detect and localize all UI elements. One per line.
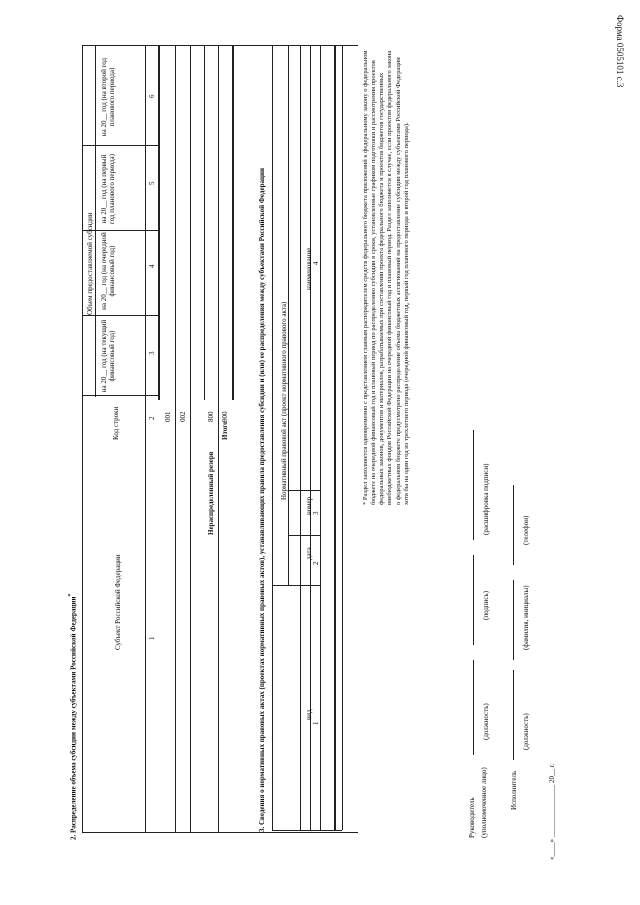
table-row-code: 001 — [164, 411, 172, 422]
position-caption: (должность) — [482, 703, 490, 740]
col-number: номер — [305, 496, 313, 515]
col-code: Код строки — [112, 406, 120, 440]
acts-group: Нормативный правовой акт (проект нормативного правового акта) — [280, 301, 288, 500]
table-row-label: Итого — [221, 421, 229, 440]
head-sub: (уполномоченное лицо) — [480, 767, 488, 838]
col-y2: на 20__ год (на очередной финансовый год) — [100, 232, 116, 310]
table-row-code: 002 — [179, 411, 187, 422]
signature-caption: (подпись) — [482, 590, 490, 620]
phone-caption: (телефон) — [522, 515, 530, 545]
footnote: * Раздел заполняется одновременно с представлением главным распорядителем средств федерального бюджета приложений к федеральному закону о федеральном бюджете на очередной финансовый год и плановый период по распределению субсидии в сроки, установленные графиком подготовки и рассмотрения проектов федеральных законов, документов и материалов, разрабатываемых при составлении проекта федерального бюджета и проектов бюджетов государственных внебюджетных фондов Российской Федерации на очередной финансовый год и плановый период. Раздел заполняется в случае, если проектом федерального закона о федеральном бюджете предусмотрено распределение объема бюджетных ассигнований на предоставление субсидии между субъектами Российской Федерации хотя бы на один год из трехлетнего периода (очередной финансовый год, первый год планового периода и второй год планового периода). — [362, 50, 410, 505]
num-2: 2 — [312, 561, 320, 565]
col-y1: на 20__ год (на текущий финансовый год) — [100, 319, 116, 393]
form-id: Форма 0505101 с.3 — [615, 15, 625, 88]
col-date: дата — [305, 547, 313, 560]
position-caption: (должность) — [522, 713, 530, 750]
num-3: 3 — [312, 511, 320, 515]
decoding-caption: (расшифровка подписи) — [482, 463, 490, 535]
num-3: 3 — [148, 351, 156, 355]
num-6: 6 — [148, 94, 156, 98]
num-4: 4 — [148, 264, 156, 268]
table-row-code: 800 — [207, 411, 215, 422]
num-1: 1 — [148, 636, 156, 640]
table-row-code: 900 — [221, 411, 229, 422]
num-5: 5 — [148, 181, 156, 185]
date-line: «____» _______________ 20__ г. — [548, 763, 556, 860]
col-subject: Субъект Российской Федерации — [114, 554, 122, 650]
num-2: 2 — [148, 416, 156, 420]
fio-caption: (фамилия, инициалы) — [522, 585, 530, 650]
head-label: Руководитель — [468, 797, 476, 838]
col-name: наименование — [305, 247, 313, 290]
num-1: 1 — [312, 721, 320, 725]
num-4: 4 — [312, 261, 320, 265]
col-volume: Объем предоставляемой субсидии — [86, 212, 94, 315]
col-y3: на 20__ год (на первый год планового периода) — [100, 154, 116, 224]
table-row-label: Нераспределенный резерв — [207, 451, 215, 535]
section2-title: 2. Распределение объема субсидии между субъектами Российской Федерации* — [68, 593, 78, 840]
section3-title: 3. Сведения о нормативных правовых актах (проектах нормативных правовых актов), устанавливающих правила предоставления субсидии и (или) ее распределения между субъектами Российской Федерации — [258, 167, 266, 832]
executor-label: Исполнитель — [510, 770, 518, 810]
col-type: вид — [305, 709, 313, 720]
col-y4: на 20__ год (на второй год планового периода) — [100, 57, 116, 137]
